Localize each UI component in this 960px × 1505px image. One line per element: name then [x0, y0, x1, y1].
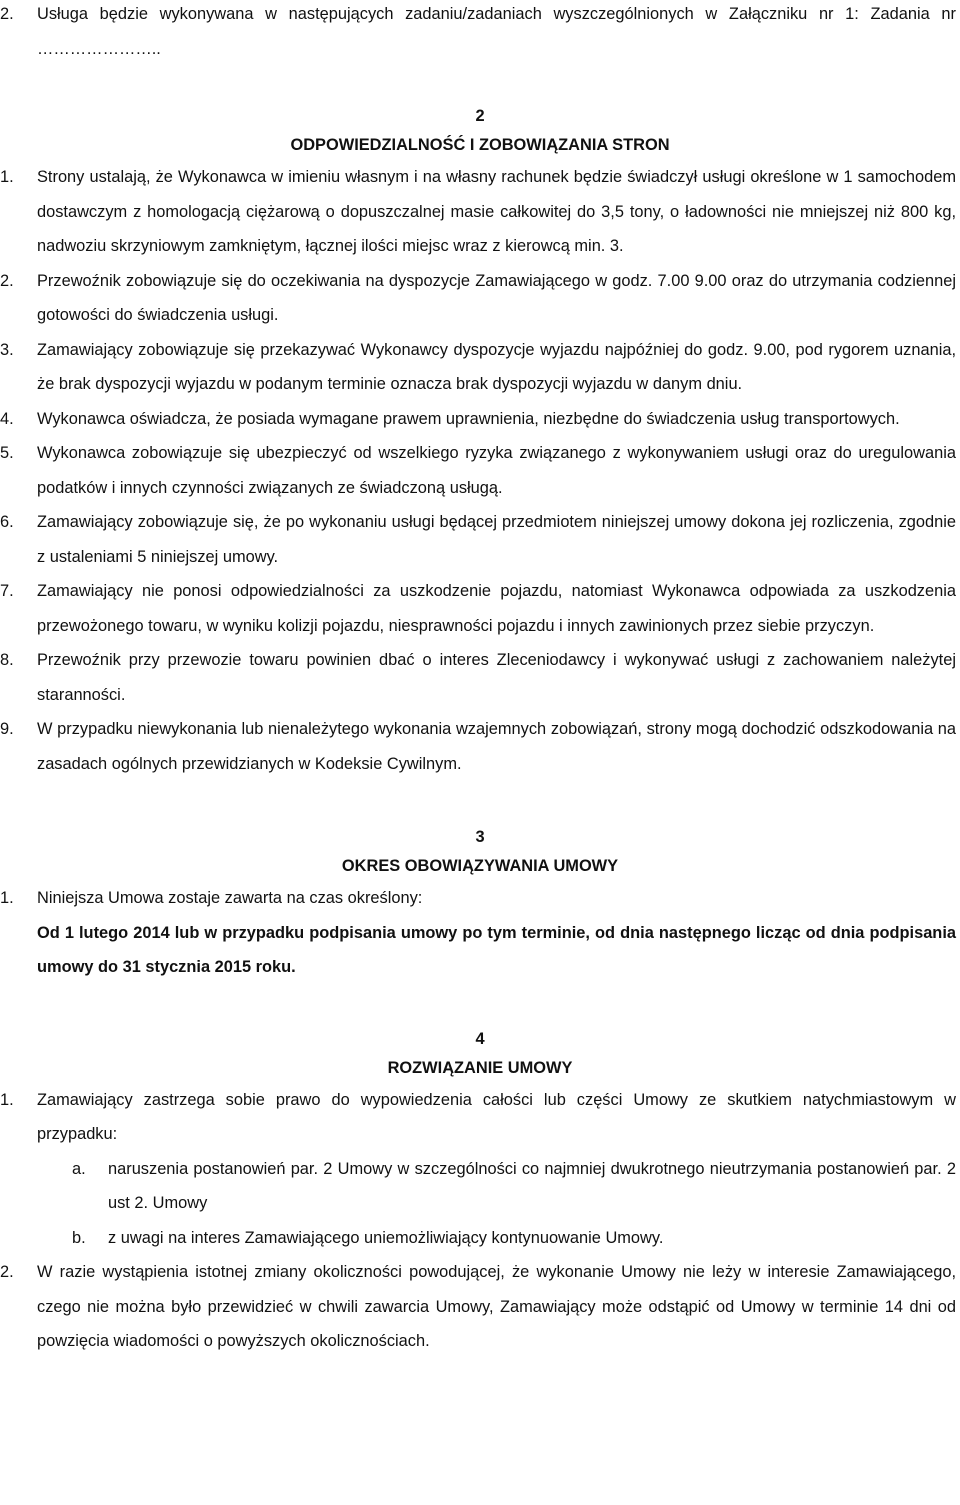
- list-item: [0, 505, 960, 574]
- list-item: [0, 1255, 960, 1359]
- item-text: Wykonawca oświadcza, że posiada wymagane prawem uprawnienia, niezbędne do świadczenia usług transportowych.: [37, 409, 900, 428]
- item-text: W przypadku niewykonania lub nienależytego wykonania wzajemnych zobowiązań, strony mogą dochodzić odszkodowania na zasadach ogólnych przewidzianych w Kodeksie Cywilnym.: [37, 720, 956, 773]
- item-text: Zamawiający zastrzega sobie prawo do wypowiedzenia całości lub części Umowy ze skutkiem natychmiastowym w przypadku:: [37, 1090, 956, 1143]
- item-number: 1.: [0, 168, 14, 186]
- sub-item-text: z uwagi na interes Zamawiającego uniemożliwiający kontynuowanie Umowy.: [108, 1228, 664, 1247]
- sub-item-letter: a.: [72, 1159, 86, 1178]
- item-number: 6.: [0, 513, 14, 531]
- list-item: [0, 264, 960, 333]
- list-item: [0, 402, 960, 437]
- item-number: 3.: [0, 340, 14, 359]
- item-number: 2.: [0, 5, 14, 23]
- list-item: [0, 436, 960, 505]
- item-number: 1.: [0, 1090, 14, 1109]
- item-text: Zamawiający nie ponosi odpowiedzialności za uszkodzenie pojazdu, natomiast Wykonawca odpowiada za uszkodzenia przewożonego towaru, w wyniku kolizji pojazdu, niesprawności pojazdu i innych zawinionych przez siebie przyczyn.: [37, 582, 956, 635]
- item-text: Wykonawca zobowiązuje się ubezpieczyć od wszelkiego ryzyka związanego z wykonywaniem usługi oraz do uregulowania podatków i innych czynności związanych ze świadczoną usługą.: [37, 444, 956, 497]
- list-item: [0, 643, 960, 712]
- item-text: Przewoźnik zobowiązuje się do oczekiwania na dyspozycje Zamawiającego w godz. 7.00 9.00 oraz do utrzymania codziennej gotowości do świadczenia usługi.: [37, 271, 956, 324]
- item-text: W razie wystąpienia istotnej zmiany okoliczności powodującej, że wykonanie Umowy nie leży w interesie Zamawiającego, czego nie można było przewidzieć w chwili zawarcia Umowy, Zamawiający może odstąpić od Umowy w terminie 14 dni od powzięcia wiadomości o powyższych okolicznościach.: [37, 1263, 956, 1350]
- item-number: 8.: [0, 651, 14, 669]
- item-text: Przewoźnik przy przewozie towaru powinien dbać o interes Zleceniodawcy i wykonywać usługi z zachowaniem należytej staranności.: [37, 651, 956, 704]
- sub-item-letter: b.: [72, 1228, 86, 1247]
- item-number: 9.: [0, 720, 14, 738]
- item-text: Strony ustalają, że Wykonawca w imieniu własnym i na własny rachunek będzie świadczył usługi określone w 1 samochodem dostawczym z homologacją ciężarową o dopuszczalnej masie całkowitej do 3,5 tony, o ładowności nie mniejszej niż 800 kg, nadwoziu skrzyniowym zamkniętym, łącznej ilości miejsc wraz z kierowcą min. 3.: [37, 168, 956, 255]
- section-2-title: ODPOWIEDZIALNOŚĆ I ZOBOWIĄZANIA STRON: [290, 136, 670, 154]
- sub-item-text: naruszenia postanowień par. 2 Umowy w szczególności co najmniej dwukrotnego nieutrzymania postanowień par. 2 ust 2. Umowy: [108, 1159, 956, 1212]
- sub-list-item: [0, 1152, 960, 1221]
- item-number: 5.: [0, 444, 14, 462]
- intro-item: [0, 0, 960, 66]
- item-text: Zamawiający zobowiązuje się przekazywać Wykonawcy dyspozycje wyjazdu najpóźniej do godz. 9.00, pod rygorem uznania, że brak dyspozycji wyjazdu w podanym terminie oznacza brak dyspozycji wyjazdu w danym dniu.: [37, 340, 956, 393]
- list-item: [0, 333, 960, 402]
- section-4-mark: 4: [475, 1029, 485, 1048]
- item-number: 2.: [0, 1263, 14, 1281]
- sub-list-item: [0, 1221, 960, 1256]
- item-number: 4.: [0, 409, 14, 428]
- section-2-mark: 2: [475, 107, 485, 125]
- item-text: Usługa będzie wykonywana w następujących zadaniu/zadaniach wyszczególnionych w Załączniku nr 1: Zadania nr …………………..: [37, 5, 956, 58]
- item-number: 1.: [0, 889, 14, 907]
- contract-period-text: Od 1 lutego 2014 lub w przypadku podpisania umowy po tym terminie, od dnia następnego licząc od dnia podpisania umowy do 31 stycznia 2015 roku.: [37, 923, 956, 976]
- section-4-title: ROZWIĄZANIE UMOWY: [387, 1058, 573, 1077]
- list-item: [0, 160, 960, 264]
- list-item: [0, 574, 960, 643]
- list-item: [0, 1083, 960, 1152]
- section-3-mark: 3: [475, 828, 485, 846]
- item-number: 7.: [0, 582, 14, 600]
- item-text: Niniejsza Umowa zostaje zawarta na czas określony:: [37, 889, 423, 907]
- section-3-title: OKRES OBOWIĄZYWANIA UMOWY: [341, 857, 619, 875]
- item-number: 2.: [0, 271, 14, 290]
- list-item: [0, 881, 960, 916]
- list-item: [0, 712, 960, 781]
- item-text: Zamawiający zobowiązuje się, że po wykonaniu usługi będącej przedmiotem niniejszej umowy dokona jej rozliczenia, zgodnie z ustaleniami 5 niniejszej umowy.: [37, 513, 956, 566]
